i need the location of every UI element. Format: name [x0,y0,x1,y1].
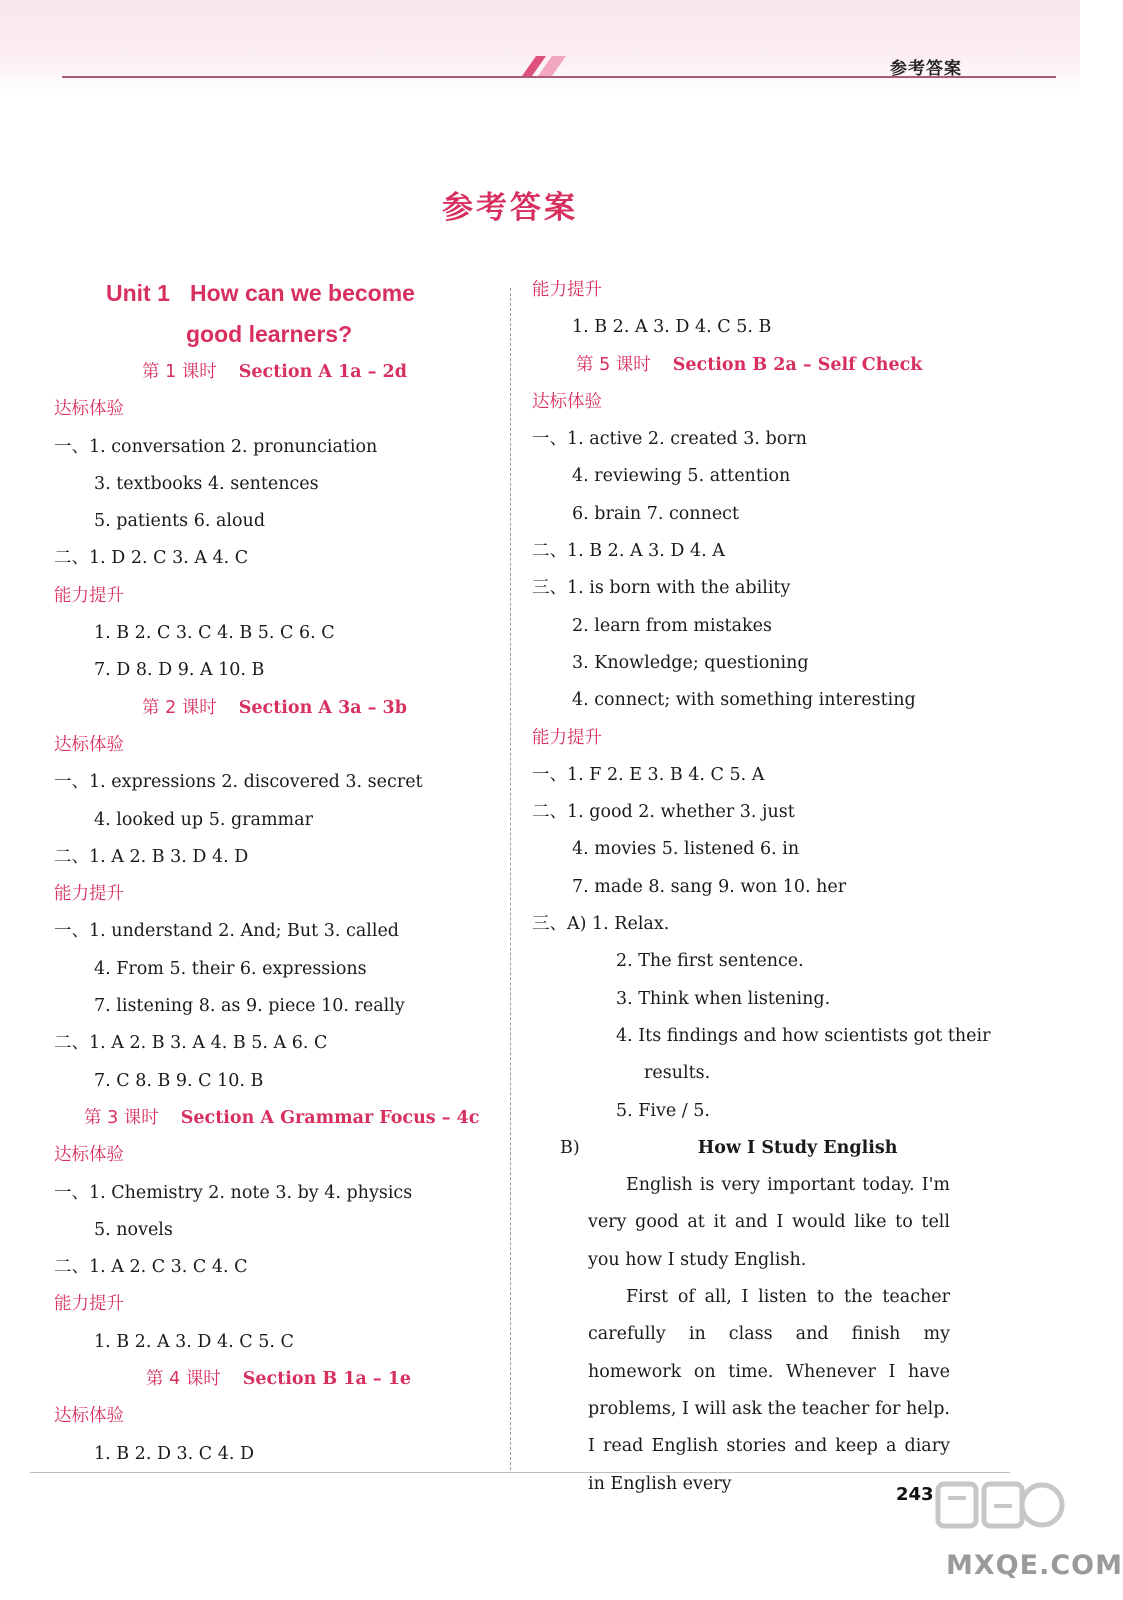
answer-line: 1. B 2. C 3. C 4. B 5. C 6. C [94,623,335,644]
category-label: 达标体验 [54,734,124,755]
category-label: 能力提升 [532,280,602,300]
answer-line: 4. movies 5. listened 6. in [572,839,800,860]
answer-line: 二、1. good 2. whether 3. just [532,802,795,823]
category-label: 达标体验 [54,1145,124,1166]
answer-line: 二、1. B 2. A 3. D 4. A [532,541,725,562]
answer-line: 一、1. active 2. created 3. born [532,429,807,450]
category-label: 能力提升 [54,585,124,606]
unit-heading [54,272,500,314]
answer-line: 5. Five / 5. [616,1100,710,1121]
answer-line: 二、1. A 2. C 3. C 4. C [54,1257,248,1278]
watermark-text: MXQE.COM [946,1550,1123,1581]
answer-line: 7. made 8. sang 9. won 10. her [572,876,847,897]
answer-line: 4. Its findings and how scientists got their [616,1025,991,1046]
category-label: 达标体验 [532,391,602,412]
answer-line: 一、1. understand 2. And; But 3. called [54,921,400,942]
answer-line: 4. looked up 5. grammar [94,809,313,830]
lesson-heading: 第 2 课时 Section A 3a – 3b [142,697,407,718]
answer-line: 1. B 2. D 3. C 4. D [94,1443,255,1464]
answer-line: 二、1. D 2. C 3. A 4. C [54,548,249,569]
category-label: 能力提升 [54,1294,124,1315]
answer-line: 3. textbooks 4. sentences [94,473,319,494]
answer-line: 二、1. A 2. B 3. A 4. B 5. A 6. C [54,1033,328,1054]
answer-line: 5. novels [94,1219,173,1240]
footer-rule [30,1472,1010,1473]
answer-line: 2. learn from mistakes [572,615,772,636]
answer-line: 4. From 5. their 6. expressions [94,958,367,979]
answer-line: 1. B 2. A 3. D 4. C 5. C [94,1331,294,1352]
answer-line: 3. Knowledge; questioning [572,652,809,673]
running-header: 参考答案 [890,59,962,79]
unit-title-line2: good learners? [186,321,353,347]
answer-line: 7. D 8. D 9. A 10. B [94,660,265,681]
answer-line: 一、1. F 2. E 3. B 4. C 5. A [532,764,765,785]
answer-line: 7. C 8. B 9. C 10. B [94,1070,264,1091]
essay-title: How I Study English [697,1137,898,1158]
answer-line: 1. B 2. A 3. D 4. C 5. B [572,317,772,338]
answer-line: 3. Think when listening. [616,988,831,1009]
answer-line: 4. connect; with something interesting [572,690,916,711]
category-label: 能力提升 [54,884,124,905]
page-number: 243 [896,1484,934,1505]
lesson-heading: 第 1 课时 Section A 1a – 2d [142,362,407,382]
answer-line: 4. reviewing 5. attention [572,466,791,487]
answer-line: 6. brain 7. connect [572,503,740,524]
right-column [532,272,992,1503]
answer-line: 三、A) 1. Relax. [532,914,670,935]
unit-title-line1: How can we become [190,280,415,306]
left-column [54,272,500,1473]
answer-line: 一、1. conversation 2. pronunciation [54,436,378,457]
answer-line: 一、1. Chemistry 2. note 3. by 4. physics [54,1182,413,1203]
category-label: 能力提升 [532,727,602,748]
answer-line: 5. patients 6. aloud [94,511,266,532]
answer-line: 7. listening 8. as 9. piece 10. really [94,996,405,1017]
category-label: 达标体验 [54,399,124,420]
page-title: 参考答案 [442,190,578,226]
essay-body [532,1167,950,1503]
header-stripes-icon [512,48,572,78]
lesson-heading: 第 5 课时 Section B 2a – Self Check [576,354,923,375]
lesson-heading: 第 3 课时 Section A Grammar Focus – 4c [84,1107,480,1128]
category-label: 达标体验 [54,1406,124,1427]
column-divider [510,288,511,1470]
answer-line: 一、1. expressions 2. discovered 3. secret [54,772,423,793]
answer-line: results. [644,1063,711,1084]
unit-number: Unit 1 [106,280,170,306]
answer-line: 二、1. A 2. B 3. D 4. D [54,846,249,867]
lesson-heading: 第 4 课时 Section B 1a – 1e [146,1369,412,1390]
answer-line: 2. The first sentence. [616,951,804,972]
answer-line: 三、1. is born with the ability [532,578,791,599]
part-b-label: B) [560,1137,580,1158]
essay-heading-row [532,1130,992,1167]
essay-paragraph: English is very important today. I'm very good at it and I would like to tell you how I study English. [588,1175,950,1270]
essay-paragraph: First of all, I listen to the teacher carefully in class and finish my homework on time. Whenever I have problems, I will ask the teacher for help. I read English stories and keep a diary in English every [588,1287,950,1494]
